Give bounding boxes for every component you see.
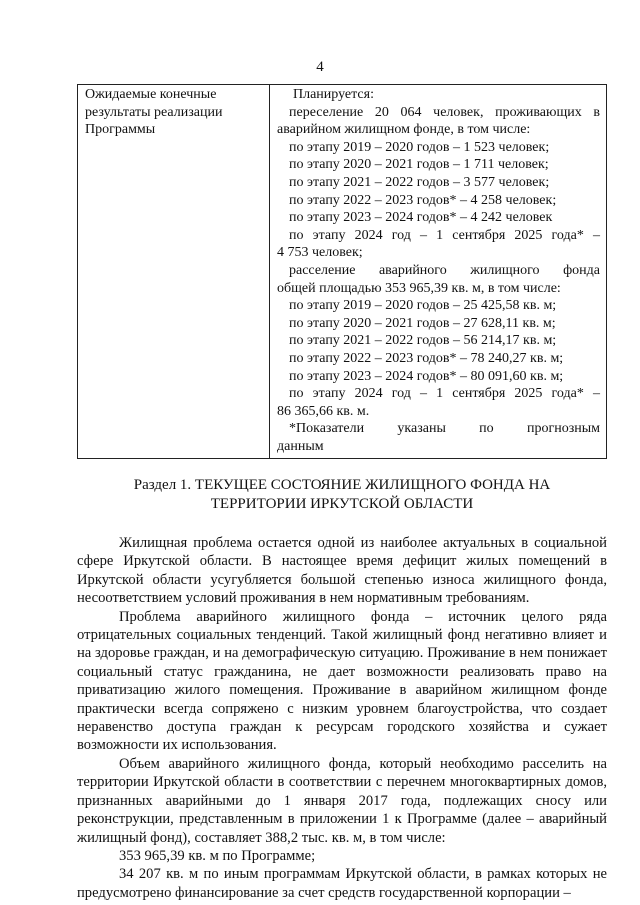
resettlement-line: переселение 20 064 человек, проживающих в: [289, 104, 600, 120]
stage-line: по этапу 2023 – 2024 годов* – 4 242 человек: [289, 210, 553, 226]
section-body: [77, 534, 607, 902]
paragraph: Объем аварийного жилищного фонда, который необходимо расселить на территории Иркутской области в соответствии с перечнем многоквартирных домов, признанных аварийными до 1 января 2017 года, подлежащих сносу или реконструкции, представленным в приложении 1 к Программе (далее – аварийный жилищный фонд), составляет 388,2 тыс. кв. м, в том числе:: [77, 755, 607, 846]
results-table: [77, 84, 607, 459]
page-number: 4: [316, 59, 324, 75]
results-content: [270, 85, 607, 459]
area-stage-line: по этапу 2023 – 2024 годов* – 80 091,60 кв. м;: [289, 368, 564, 384]
area-stage-line: по этапу 2022 – 2023 годов* – 78 240,27 кв. м;: [289, 350, 564, 366]
area-stage-line-cont: 86 365,66 кв. м.: [277, 403, 370, 419]
area-stage-line: по этапу 2019 – 2020 годов – 25 425,58 кв. м;: [289, 298, 557, 314]
area-stage-line: по этапу 2024 год – 1 сентября 2025 года* –: [289, 386, 600, 402]
paragraph: Жилищная проблема остается одной из наиболее актуальных в социальной сфере Иркутской области. В настоящее время дефицит жилых помещений в Иркутской области усугубляется большой степенью износа жилищного фонда, несоответствием условий проживания в нем нормативным требованиям.: [77, 535, 607, 607]
area-line: расселение аварийного жилищного фонда: [289, 262, 600, 278]
section-heading-line-1: Раздел 1. ТЕКУЩЕЕ СОСТОЯНИЕ ЖИЛИЩНОГО ФОНДА НА: [133, 477, 551, 493]
section-heading-line-2: ТЕРРИТОРИИ ИРКУТСКОЙ ОБЛАСТИ: [210, 496, 474, 512]
area-stage-line: по этапу 2021 – 2022 годов – 56 214,17 кв. м;: [289, 333, 557, 349]
stage-line: по этапу 2019 – 2020 годов – 1 523 человек;: [289, 139, 550, 155]
stage-line: по этапу 2021 – 2022 годов – 3 577 человек;: [289, 174, 550, 190]
paragraph: 353 965,39 кв. м по Программе;: [119, 847, 316, 864]
area-line-cont: общей площадью 353 965,39 кв. м, в том числе:: [277, 280, 561, 296]
planned-line: Планируется:: [293, 87, 374, 102]
stage-line: по этапу 2020 – 2021 годов – 1 711 человек;: [289, 157, 549, 173]
section-heading: [77, 476, 607, 514]
forecast-note-cont: данным: [277, 438, 324, 454]
stage-line: по этапу 2024 год – 1 сентября 2025 года* –: [289, 227, 600, 243]
forecast-note: *Показатели указаны по прогнозным: [289, 421, 600, 437]
stage-line-cont: 4 753 человек;: [277, 245, 363, 261]
paragraph: Проблема аварийного жилищного фонда – источник целого ряда отрицательных социальных тенденций. Такой жилищный фонд негативно влияет и на здоровье граждан, и на демографическую ситуацию. Проживание в нем понижает социальный статус гражданина, не дает возможности реализовать право на приватизацию жилого помещения. Проживание в аварийном жилищном фонде практически всегда сопряжено с низким уровнем благоустройства, что создает неравенство доступа граждан к ресурсам городского хозяйства и сужает возможности их использования.: [77, 608, 607, 754]
area-stage-line: по этапу 2020 – 2021 годов – 27 628,11 кв. м;: [289, 315, 556, 331]
stage-line: по этапу 2022 – 2023 годов* – 4 258 человек;: [289, 192, 557, 208]
resettlement-line-cont: аварийном жилищном фонде, в том числе:: [277, 122, 531, 138]
results-label: Ожидаемые конечные результаты реализации Программы: [78, 85, 270, 459]
paragraph: 34 207 кв. м по иным программам Иркутской области, в рамках которых не предусмотрено финансирование за счет средств государственной корпорации –: [77, 866, 607, 901]
